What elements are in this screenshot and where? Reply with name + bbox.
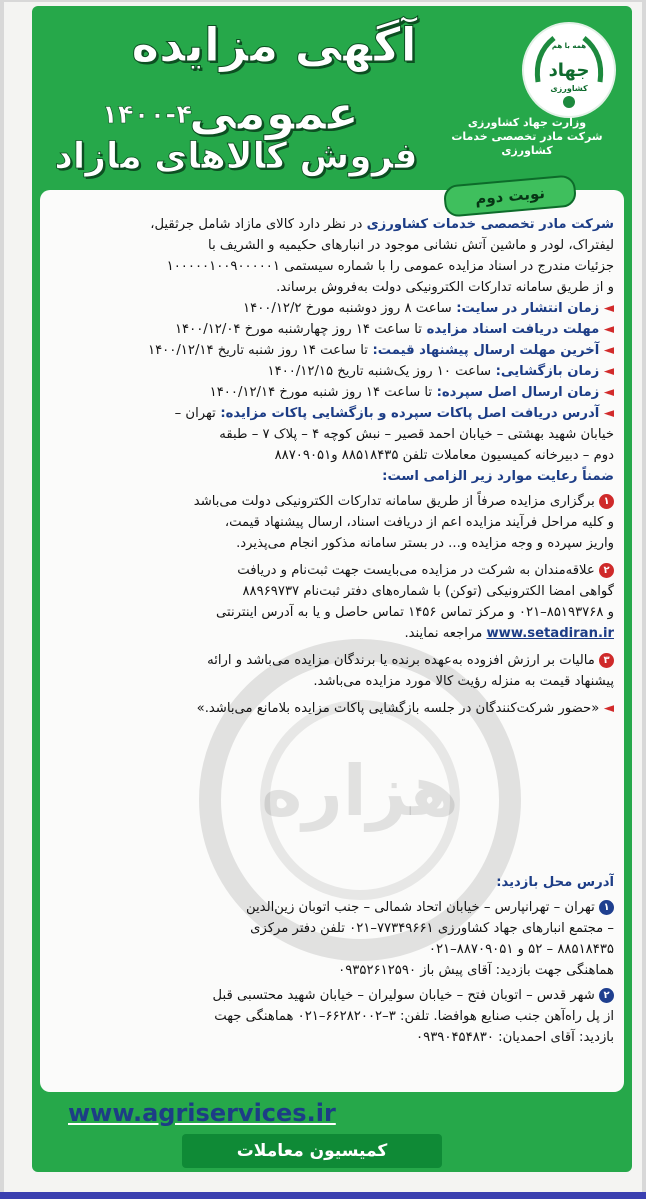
logo-caption: کشاورزی [550, 84, 588, 93]
setadiran-link[interactable]: www.setadiran.ir [486, 626, 614, 641]
address-line: خیابان شهید بهشتی – خیابان احمد قصیر – نبش کوچه ۴ – پلاک ۷ – طبقه [219, 427, 614, 442]
requirement-1-cont: و کلیه مراحل فرآیند مزایده اعم از دریافت اسناد، ارسال پیشنهاد قیمت، [224, 515, 614, 530]
requirements-heading: ضمناً رعایت موارد زیر الزامی است: [382, 469, 614, 484]
logo-motto: همه با هم [551, 42, 587, 50]
main-title: آگهی مزایده عمومی [131, 18, 417, 141]
company-name: شرکت مادر تخصصی خدمات کشاورزی [451, 130, 603, 157]
second-round-badge: نوبت دوم [443, 174, 577, 217]
visit-site-2-cont: از پل راه‌آهن جنب صنایع هوافضا. تلفن: ۳–۶۶۲۸۲۰۰۲–۰۲۱ هماهنگی جهت [214, 1009, 614, 1024]
visit-addresses [50, 872, 614, 1048]
ad-frame [32, 6, 632, 1172]
tender-number: ۱۴۰۰-۴ [101, 100, 193, 130]
visit-site-1: ۱ تهران – تهرانپارس – خیابان اتحاد شمالی – جنب اتوبان زین‌الدین [50, 897, 614, 918]
intro-line: شرکت مادر تخصصی خدمات کشاورزی در نظر دارد کالای مازاد شامل جرثقیل، [150, 217, 614, 232]
ad-body [40, 190, 624, 1092]
attendance-note: ◄ «حضور شرکت‌کنندگان در جلسه بازگشایی پاکات مزایده بلامانع می‌باشد.» [196, 701, 614, 716]
requirements [50, 466, 614, 719]
schedule-item: ◄ زمان ارسال اصل سپرده: تا ساعت ۱۴ روز شنبه مورخ ۱۴۰۰/۱۲/۱۴ [209, 385, 614, 400]
signature-box: کمیسیون معاملات [182, 1134, 442, 1168]
subtitle: فروش کالاهای مازاد [54, 136, 418, 177]
requirement-2: ۲ علاقه‌مندان به شرکت در مزایده می‌بایست جهت ثبت‌نام و دریافت [50, 560, 614, 581]
requirement-2-cont: گواهی امضا الکترونیکی (توکن) با شماره‌های دفتر ثبت‌نام ۸۸۹۶۹۷۳۷ [242, 584, 614, 599]
visit-site-1-cont: – مجتمع انبارهای جهاد کشاورزی ۷۷۳۴۹۶۶۱–۰۲۱ تلفن دفتر مرکزی [250, 921, 614, 936]
requirement-3-cont: پیشنهاد قیمت به منزله رؤیت کالا مورد مزایده می‌باشد. [313, 674, 614, 689]
requirement-3: ۳ مالیات بر ارزش افزوده به‌عهده برنده یا برندگان مزایده می‌باشد و ارائه [50, 650, 614, 671]
intro-line: لیفتراک، لودر و ماشین آتش نشانی موجود در انبارهای حکیمیه و الشریف با [208, 238, 614, 253]
visit-site-2: ۲ شهر قدس – اتوبان فتح – خیابان سولیران – خیابان شهید محتسبی قبل [50, 985, 614, 1006]
schedule-item: ◄ زمان بازگشایی: ساعت ۱۰ روز یک‌شنبه تاریخ ۱۴۰۰/۱۲/۱۵ [267, 364, 614, 379]
schedule-item: ◄ آدرس دریافت اصل پاکات سپرده و بازگشایی پاکات مزایده: تهران – [174, 406, 614, 421]
intro-paragraph [50, 214, 614, 298]
agriservices-link[interactable]: www.agriservices.ir [68, 1099, 336, 1127]
logo-word: جهاد [548, 60, 590, 81]
intro-line: و از طریق سامانه تدارکات الکترونیکی دولت به‌فروش برساند. [276, 280, 614, 295]
address-line: دوم – دبیرخانه کمیسیون معاملات تلفن ۸۸۵۱۸۴۳۵ و۸۸۷۰۹۰۵۱ [274, 448, 614, 463]
intro-line: جزئیات مندرج در اسناد مزایده عمومی را با شماره سیستمی ۱۰۰۰۰۰۱۰۰۹۰۰۰۰۰۱ [166, 259, 614, 274]
visit-heading: آدرس محل بازدید: [496, 875, 614, 890]
requirement-1-cont: واریز سپرده و وجه مزایده و... در بستر سامانه مذکور انجام می‌پذیرد. [236, 536, 614, 551]
page-bottom-rule [0, 1192, 646, 1199]
svg-text:هزاره: هزاره [261, 750, 459, 832]
requirement-1: ۱ برگزاری مزایده صرفاً از طریق سامانه تدارکات الکترونیکی دولت می‌باشد [50, 491, 614, 512]
ministry-logo [522, 22, 616, 118]
visit-site-1-cont: هماهنگی جهت بازدید: آقای پیش باز ۰۹۳۵۲۶۱۲۵۹۰ [338, 963, 614, 978]
schedule-item: ◄ مهلت دریافت اسناد مزایده تا ساعت ۱۴ روز چهارشنبه مورخ ۱۴۰۰/۱۲/۰۴ [174, 322, 614, 337]
newspaper-clipping [4, 2, 642, 1194]
requirement-2-cont: www.setadiran.ir مراجعه نمایند. [404, 626, 614, 641]
visit-site-1-cont: ۸۸۵۱۸۴۳۵ – ۵۲ و ۸۸۷۰۹۰۵۱–۰۲۱ [428, 942, 614, 957]
schedule-list [50, 298, 614, 466]
visit-site-2-cont: بازدید: آقای احمدیان: ۰۹۳۹۰۴۵۴۸۳۰ [416, 1030, 614, 1045]
ministry-name: وزارت جهاد کشاورزی [467, 116, 587, 129]
requirement-2-cont: و ۸۵۱۹۳۷۶۸–۰۲۱ و مرکز تماس ۱۴۵۶ تماس حاصل و یا به آدرس اینترنتی [216, 605, 614, 620]
schedule-item: ◄ آخرین مهلت ارسال پیشنهاد قیمت: تا ساعت ۱۴ روز شنبه تاریخ ۱۴۰۰/۱۲/۱۴ [148, 343, 614, 358]
schedule-item: ◄ زمان انتشار در سایت: ساعت ۸ روز دوشنبه مورخ ۱۴۰۰/۱۲/۲ [243, 301, 614, 316]
